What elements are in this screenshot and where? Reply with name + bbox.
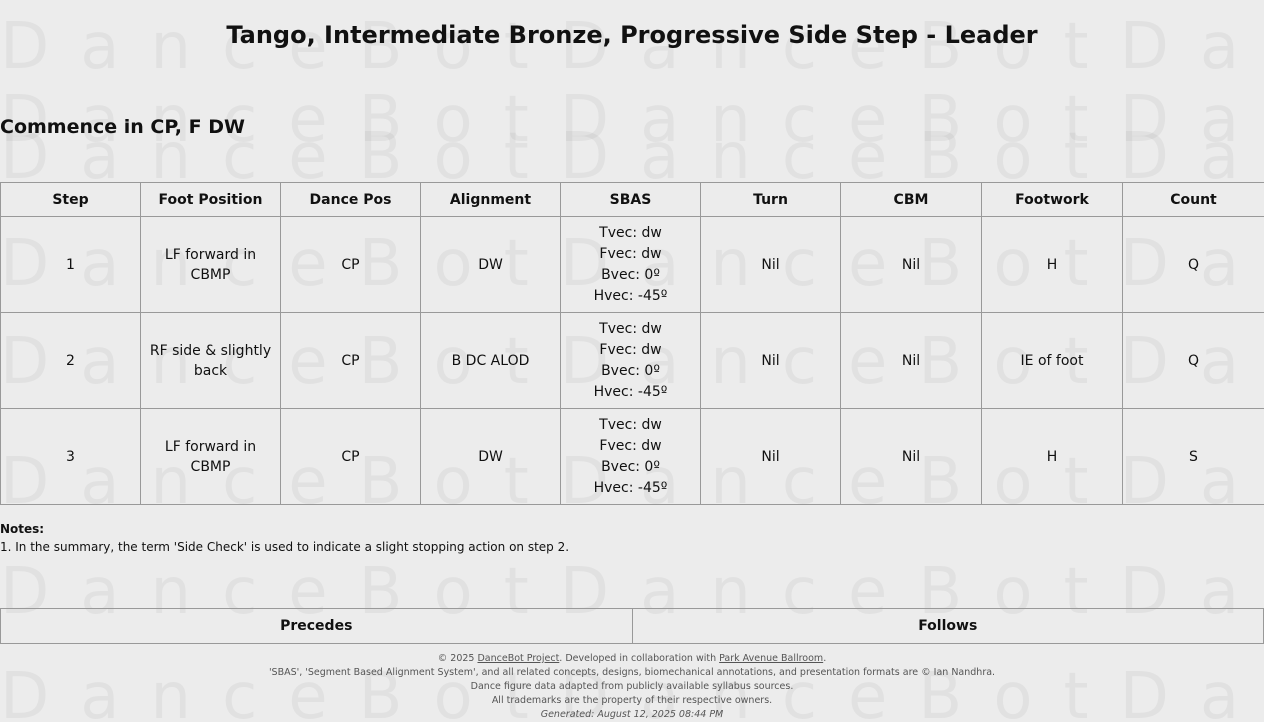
cell-alignment: B DC ALOD [421,313,561,409]
cell-dance-pos: CP [281,313,421,409]
note-item: 1. In the summary, the term 'Side Check' is used to indicate a slight stopping action on step 2. [0,540,570,554]
header-cbm: CBM [841,183,982,217]
cell-step: 1 [1,217,141,313]
notes-section [0,520,569,556]
cell-sbas [561,409,701,505]
cell-alignment: DW [421,217,561,313]
table-header-row [1,183,1264,217]
header-footwork: Footwork [982,183,1123,217]
header-dance-pos: Dance Pos [281,183,421,217]
cell-count: S [1123,409,1264,505]
cell-step: 2 [1,313,141,409]
table-row [1,217,1264,313]
sbas-hvec: Hvec: -45º [593,383,668,400]
footer-data-source: Dance figure data adapted from publicly available syllabus sources. [470,681,794,692]
cell-count: Q [1123,313,1264,409]
commence-heading: Commence in CP, F DW [0,116,245,138]
cell-sbas [561,217,701,313]
related-figures-table [0,608,1264,644]
header-step: Step [1,183,141,217]
sbas-tvec: Tvec: dw [599,416,662,433]
footer-collab-text: . Developed in collaboration with [559,653,720,664]
footer [0,652,1264,722]
header-turn: Turn [701,183,841,217]
header-sbas: SBAS [561,183,701,217]
footer-copyright: © 2025 [437,653,478,664]
cell-sbas [561,313,701,409]
header-alignment: Alignment [421,183,561,217]
cell-cbm: Nil [841,313,982,409]
steps-table [0,182,1264,505]
footer-trademarks: All trademarks are the property of their respective owners. [491,695,773,706]
cell-foot-position: LF forward in CBMP [141,217,281,313]
header-count: Count [1123,183,1264,217]
cell-dance-pos: CP [281,409,421,505]
sbas-bvec: Bvec: 0º [601,362,660,379]
table-row [1,409,1264,505]
table-row [1,313,1264,409]
cell-alignment: DW [421,409,561,505]
sbas-hvec: Hvec: -45º [593,287,668,304]
sbas-tvec: Tvec: dw [599,224,662,241]
precedes-header: Precedes [1,609,633,644]
sbas-fvec: Fvec: dw [599,437,662,454]
page-title: Tango, Intermediate Bronze, Progressive Side Step - Leader [226,21,1038,49]
cell-turn: Nil [701,313,841,409]
cell-dance-pos: CP [281,217,421,313]
cell-footwork: H [982,217,1123,313]
park-avenue-ballroom-link[interactable]: Park Avenue Ballroom [719,653,824,664]
cell-turn: Nil [701,217,841,313]
cell-cbm: Nil [841,409,982,505]
sbas-bvec: Bvec: 0º [601,458,660,475]
sbas-fvec: Fvec: dw [599,341,662,358]
footer-copyright-line [0,652,1264,666]
footer-sbas-notice: 'SBAS', 'Segment Based Alignment System', and all related concepts, designs, biomechanical annotations, and presentation formats are © Ian Nandhra. [268,667,996,678]
notes-label: Notes: [0,522,45,536]
cell-footwork: H [982,409,1123,505]
cell-count: Q [1123,217,1264,313]
cell-step: 3 [1,409,141,505]
cell-foot-position: LF forward in CBMP [141,409,281,505]
header-foot-position: Foot Position [141,183,281,217]
dancebot-project-link[interactable]: DanceBot Project [477,653,560,664]
sbas-bvec: Bvec: 0º [601,266,660,283]
follows-header: Follows [632,609,1264,644]
cell-turn: Nil [701,409,841,505]
sbas-tvec: Tvec: dw [599,320,662,337]
cell-cbm: Nil [841,217,982,313]
footer-collab-end: . [823,653,827,664]
sbas-fvec: Fvec: dw [599,245,662,262]
footer-generated: Generated: August 12, 2025 08:44 PM [540,709,724,720]
cell-footwork: IE of foot [982,313,1123,409]
cell-foot-position: RF side & slightly back [141,313,281,409]
sbas-hvec: Hvec: -45º [593,479,668,496]
